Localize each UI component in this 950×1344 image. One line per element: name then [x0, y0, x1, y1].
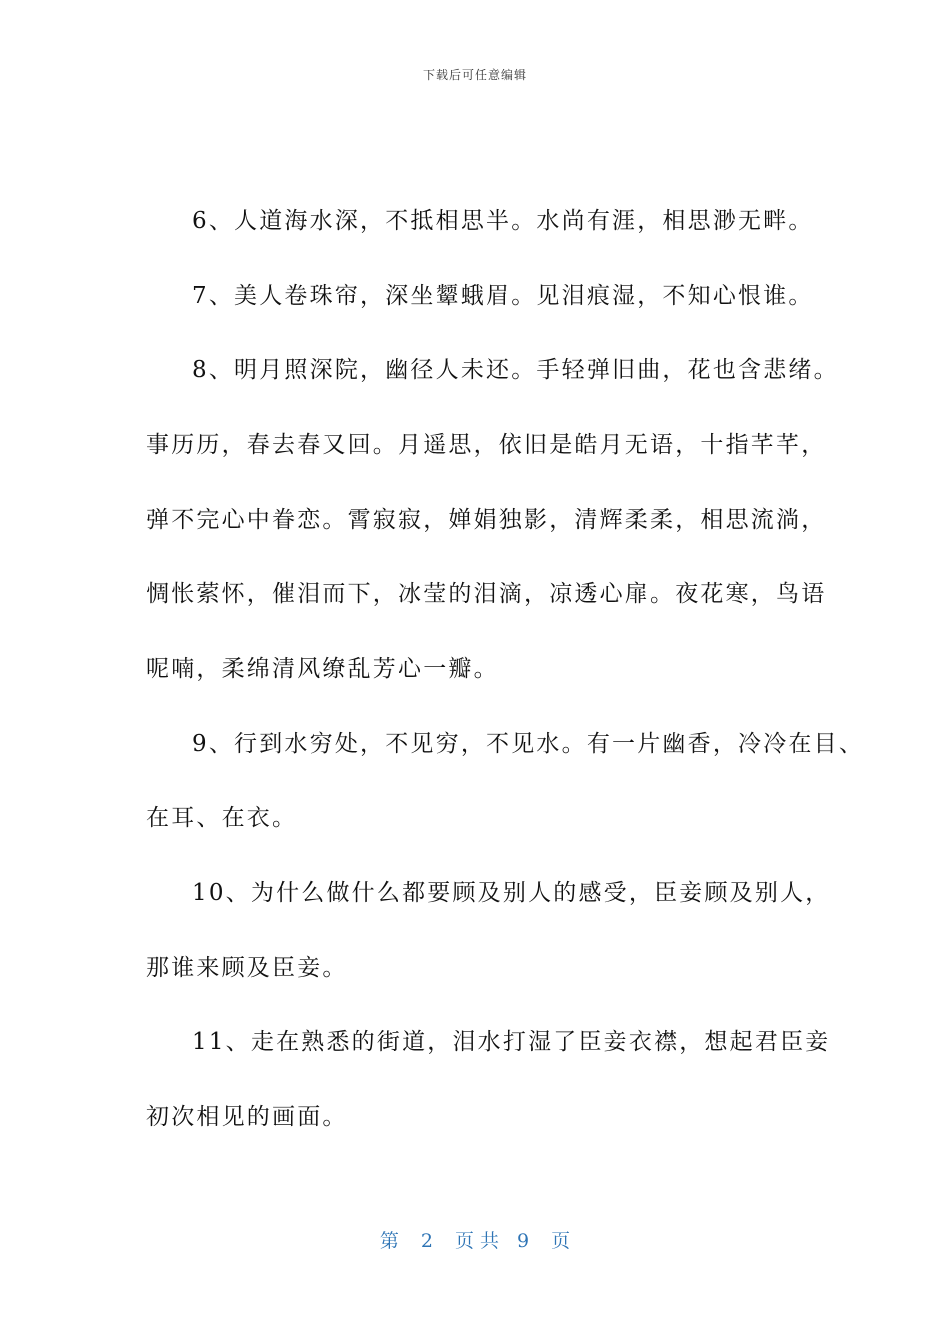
paragraph-line: 初次相见的画面。: [146, 1104, 348, 1130]
page-header: 下载后可任意编辑: [422, 68, 527, 82]
paragraph-line: 惆怅萦怀，催泪而下，冰莹的泪滴，凉透心扉。夜花寒，鸟语: [146, 581, 827, 607]
footer-page-suffix: 页: [551, 1230, 571, 1252]
paragraph-line: 呢喃，柔绵清风缭乱芳心一瓣。: [146, 656, 499, 682]
paragraph-line: 事历历，春去春又回。月遥思，依旧是皓月无语，十指芊芊，: [146, 432, 827, 458]
paragraph-line: 7、美人卷珠帘，深坐颦蛾眉。见泪痕湿，不知心恨谁。: [192, 283, 814, 309]
footer-page-prefix: 第: [379, 1230, 399, 1252]
paragraph-line: 11、走在熟悉的街道，泪水打湿了臣妾衣襟，想起君臣妾: [192, 1029, 831, 1055]
paragraph-line: 弹不完心中眷恋。霄寂寂，婵娟独影，清辉柔柔，相思流淌，: [146, 507, 827, 533]
paragraph-line: 在耳、在衣。: [146, 805, 298, 831]
paragraph-line: 8、明月照深院，幽径人未还。手轻弹旧曲，花也含悲绪。: [192, 357, 839, 383]
paragraph-line: 9、行到水穷处，不见穷，不见水。有一片幽香，冷冷在目、: [192, 731, 865, 757]
paragraph-line: 那谁来顾及臣妾。: [146, 955, 348, 981]
paragraph-line: 10、为什么做什么都要顾及别人的感受，臣妾顾及别人，: [192, 880, 831, 906]
paragraph-line: 6、人道海水深，不抵相思半。水尚有涯，相思渺无畔。: [192, 208, 814, 234]
footer-current-page: 2: [420, 1230, 433, 1252]
page-footer: [0, 1226, 950, 1253]
footer-page-mid: 页共: [454, 1230, 505, 1252]
footer-total-pages: 9: [517, 1230, 530, 1252]
